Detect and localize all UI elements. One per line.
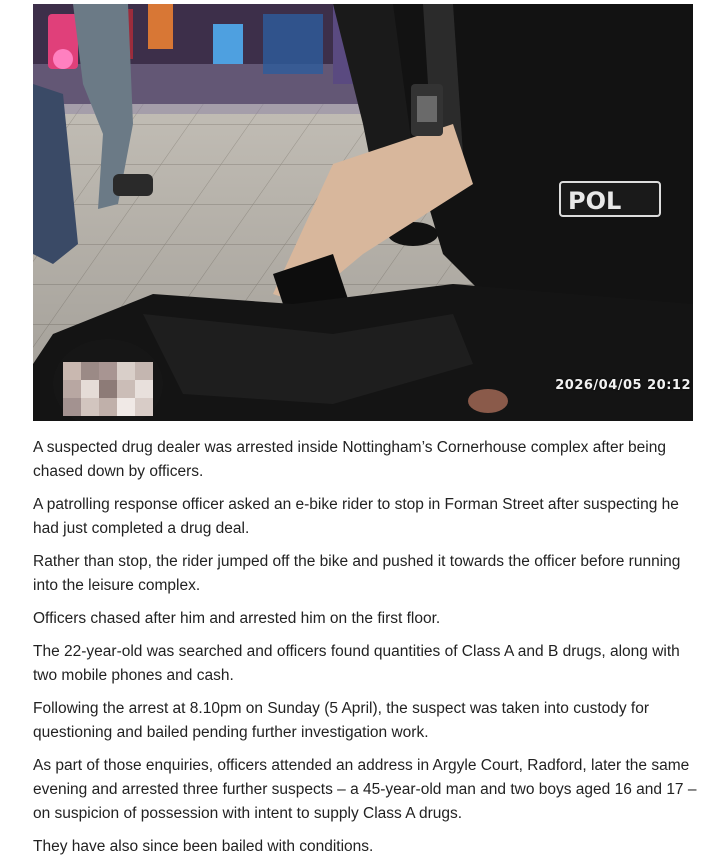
article-paragraph: As part of those enquiries, officers attended an address in Argyle Court, Radford, later the same evening and arrested three further suspects – a 45-year-old man and two boys aged 16 and 17 – on suspicion of possession with intent to supply Class A drugs.: [33, 757, 697, 822]
article-paragraph: A patrolling response officer asked an e-bike rider to stop in Forman Street after suspecting he had just completed a drug deal.: [33, 496, 679, 537]
blurred-face: [63, 362, 153, 416]
article-paragraph: Officers chased after him and arrested him on the first floor.: [33, 610, 441, 627]
police-badge-text: POL: [568, 187, 622, 215]
bodycam-timestamp: 2026/04/05 20:12: [555, 378, 691, 393]
article-body: [33, 436, 697, 868]
article-paragraph: They have also since been bailed with conditions.: [33, 838, 374, 855]
article-paragraph: Rather than stop, the rider jumped off the bike and pushed it towards the officer before running into the leisure complex.: [33, 553, 681, 594]
article-photo: [33, 4, 693, 421]
article-paragraph: Following the arrest at 8.10pm on Sunday (5 April), the suspect was taken into custody for questioning and bailed pending further investigation work.: [33, 700, 650, 741]
bodycam-scene: [33, 4, 693, 421]
article-paragraph: The 22-year-old was searched and officers found quantities of Class A and B drugs, along with two mobile phones and cash.: [33, 643, 680, 684]
article-paragraph: A suspected drug dealer was arrested inside Nottingham’s Cornerhouse complex after being chased down by officers.: [33, 439, 666, 480]
